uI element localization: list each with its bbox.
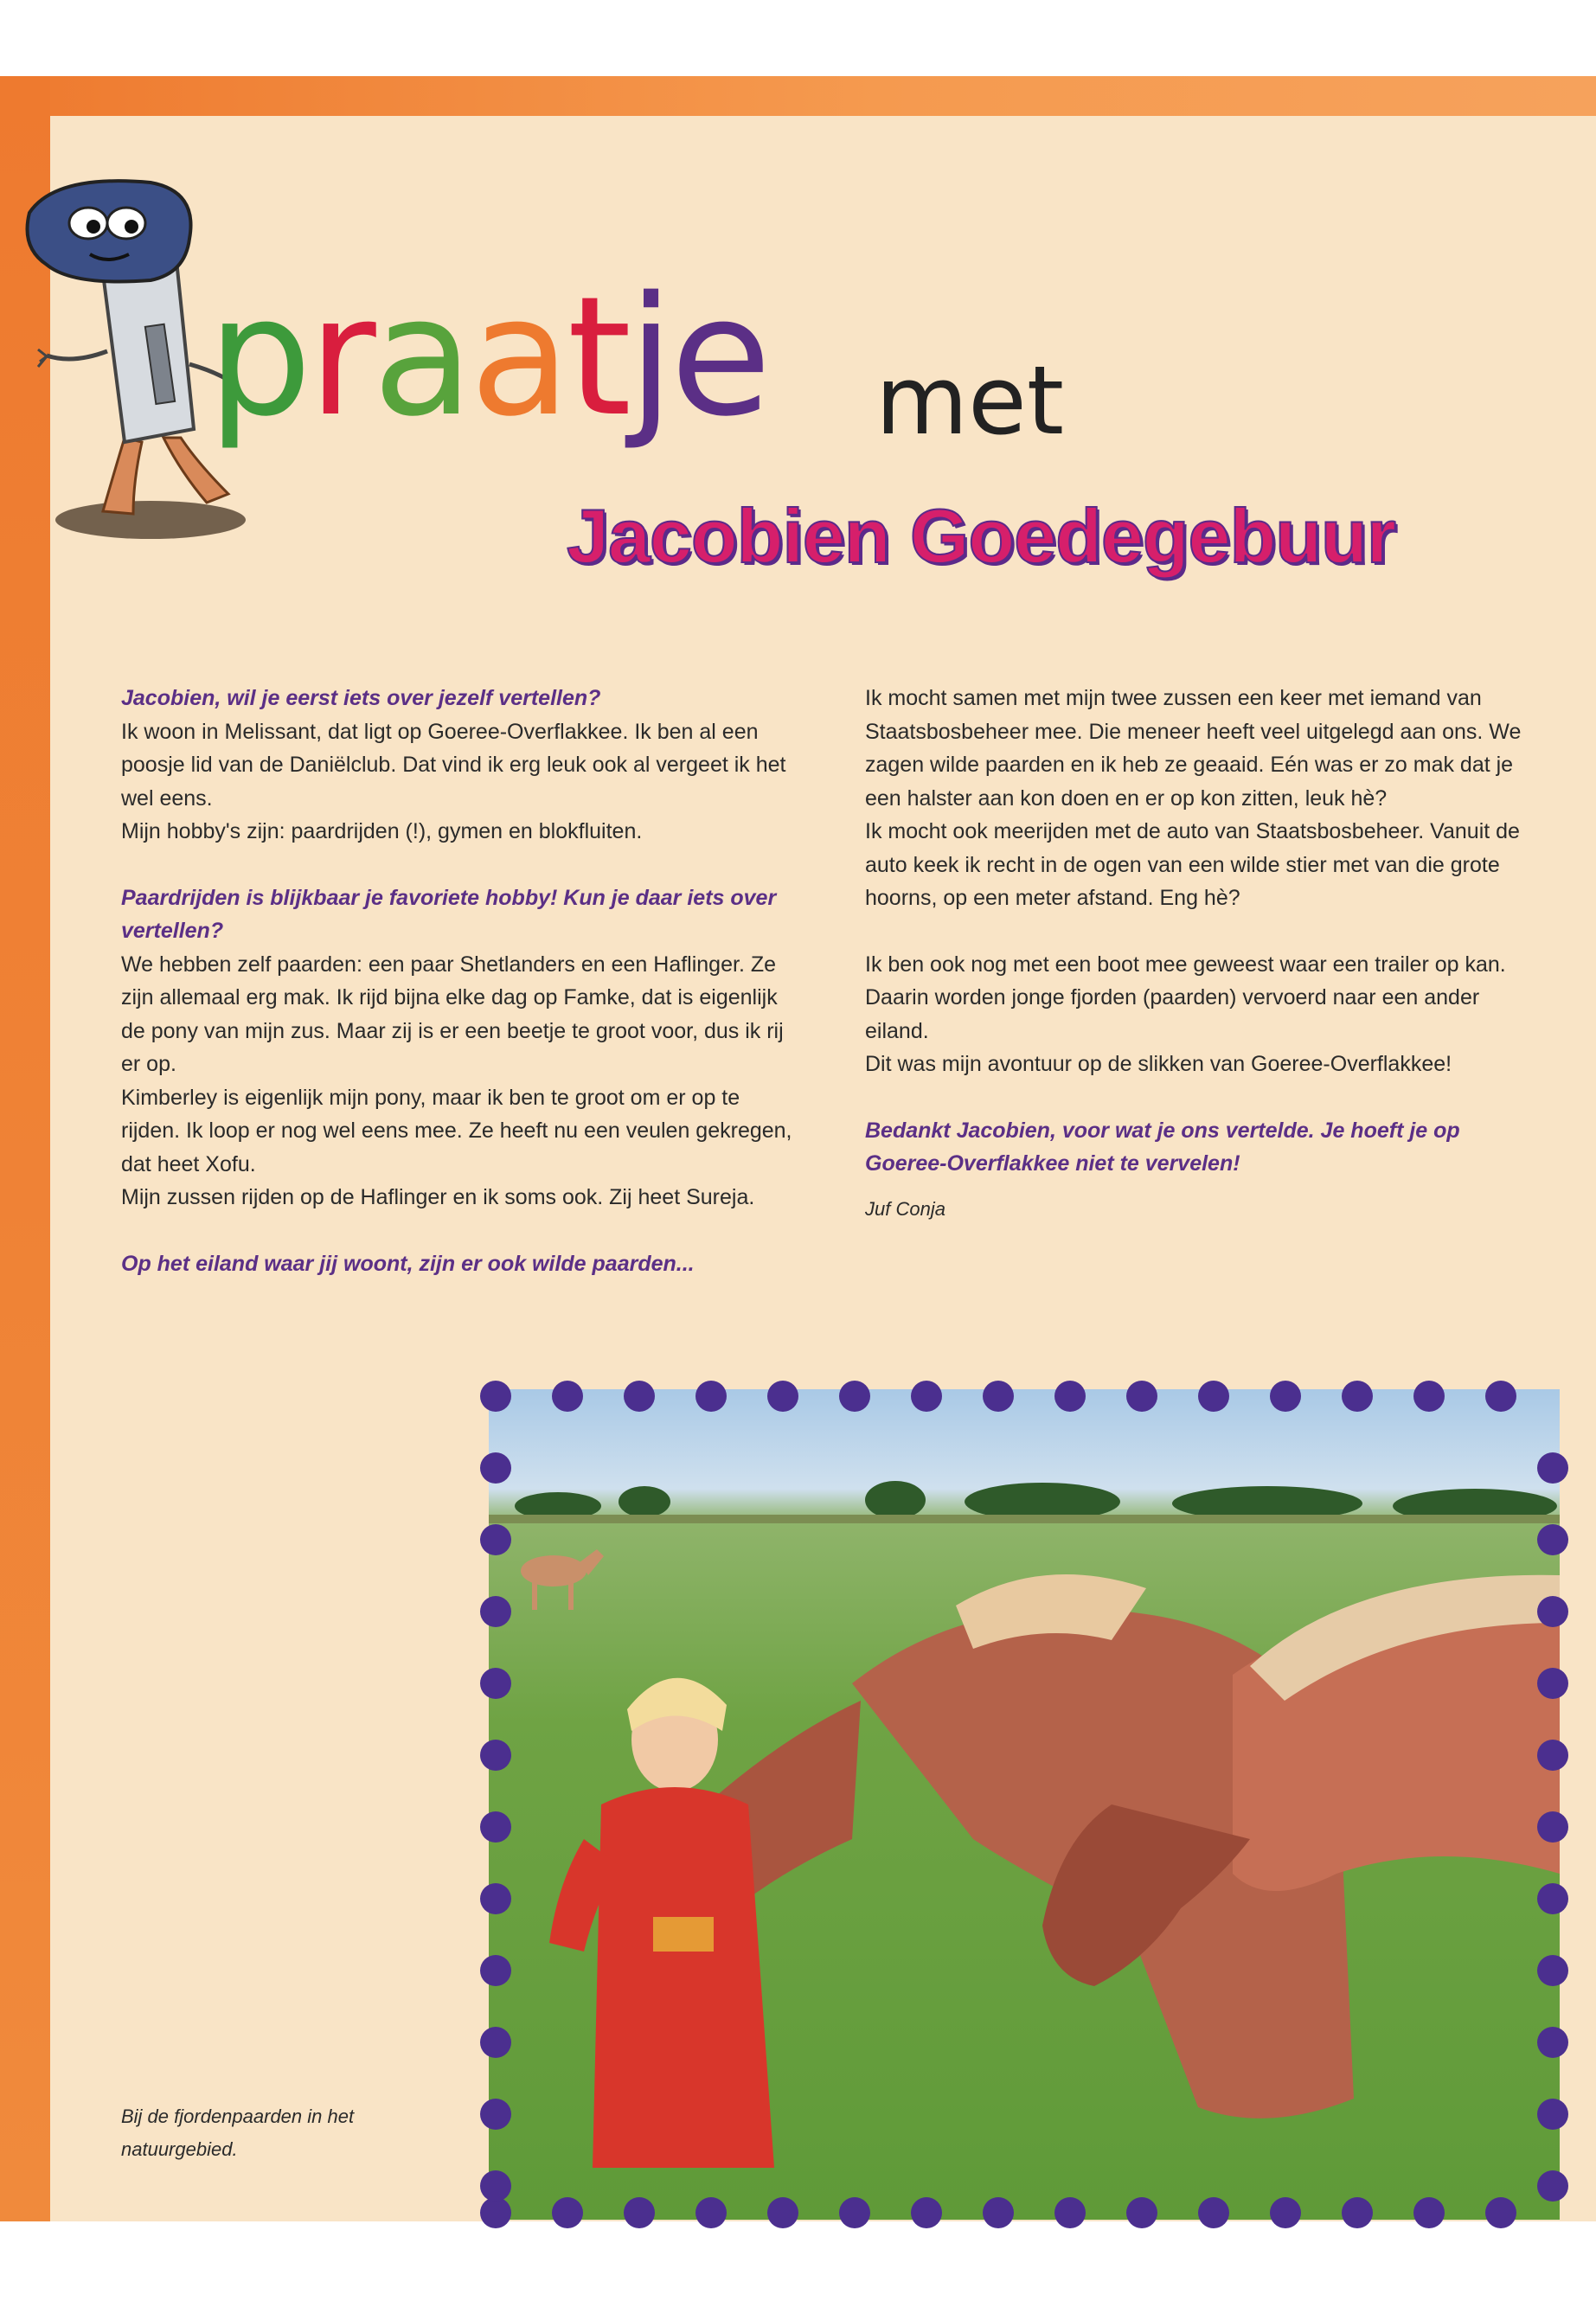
frame-dot — [911, 1381, 942, 1412]
right-text-column — [865, 682, 1540, 1226]
frame-dot — [480, 2099, 511, 2130]
frame-dot — [1537, 2027, 1568, 2058]
title-letter: j — [628, 261, 670, 452]
title-letter: e — [670, 261, 768, 452]
frame-dot — [1537, 2099, 1568, 2130]
frame-dot — [480, 1883, 511, 1914]
question: Op het eiland waar jij woont, zijn er ook wilde paarden... — [121, 1251, 695, 1276]
frame-dot — [480, 1524, 511, 1555]
frame-dot — [1126, 2197, 1157, 2228]
answer-paragraph: Dit was mijn avontuur op de slikken van Goeree-Overflakkee! — [865, 1052, 1452, 1076]
frame-dot — [1537, 1955, 1568, 1986]
frame-dot — [767, 1381, 798, 1412]
frame-dot — [911, 2197, 942, 2228]
frame-dot — [480, 2197, 511, 2228]
frame-dot — [1537, 1668, 1568, 1699]
title-praatje — [208, 261, 768, 452]
frame-dot — [839, 1381, 870, 1412]
frame-dot — [1485, 2197, 1516, 2228]
frame-dot — [983, 2197, 1014, 2228]
frame-dot — [480, 2027, 511, 2058]
frame-dot — [695, 2197, 727, 2228]
frame-dot — [1537, 1883, 1568, 1914]
title-met: met — [875, 345, 1064, 456]
author-signature: Juf Conja — [865, 1197, 945, 1220]
magazine-page — [0, 76, 1596, 2221]
frame-dot — [480, 1452, 511, 1484]
frame-dot — [1413, 2197, 1445, 2228]
frame-dot — [480, 2170, 511, 2202]
frame-dot — [983, 1381, 1014, 1412]
answer-paragraph: Ik mocht samen met mijn twee zussen een keer met iemand van Staatsbosbeheer mee. Die meneer heeft veel uitgelegd aan ons. We zagen wilde paarden en ik heb ze geaaid. Eén was er zo mak dat je een halster aan kon doen en er op kon zitten, leuk hè? — [865, 686, 1522, 811]
photo-frame — [480, 1381, 1568, 2228]
frame-dot — [1537, 1740, 1568, 1771]
interviewee-name: Jacobien Goedegebuur — [567, 493, 1395, 579]
horses-photo — [489, 1389, 1560, 2220]
photo-caption: Bij de fjordenpaarden in het natuurgebied. — [121, 2106, 355, 2160]
title-letter: a — [470, 261, 567, 452]
frame-dot — [1198, 1381, 1229, 1412]
left-text-column — [121, 682, 804, 1280]
title-letter: p — [208, 261, 309, 452]
frame-dot — [767, 2197, 798, 2228]
title-letter: a — [372, 261, 471, 452]
answer-paragraph: We hebben zelf paarden: een paar Shetlanders en een Haflinger. Ze zijn allemaal erg mak. Ik rijd bijna elke dag op Famke, dat is eigenlijk de pony van mijn zus. Maar zij is er een beetje te groot voor, dus ik rij er op. — [121, 952, 784, 1076]
answer-paragraph: Ik woon in Melissant, dat ligt op Goeree-Overflakkee. Ik ben al een poosje lid van de Daniëlclub. Dat vind ik erg leuk ook al vergeet ik het wel eens. — [121, 719, 786, 811]
frame-dot — [1270, 1381, 1301, 1412]
answer-paragraph: Ik mocht ook meerijden met de auto van Staatsbosbeheer. Vanuit de auto keek ik recht in de ogen van een wilde stier met van die grote hoorns, op een meter afstand. Eng hè? — [865, 819, 1520, 910]
frame-dot — [480, 1811, 511, 1843]
frame-dot — [624, 1381, 655, 1412]
title-letter: r — [308, 261, 373, 452]
frame-dot — [695, 1381, 727, 1412]
frame-dot — [480, 1381, 511, 1412]
horses-photo-illustration — [489, 1389, 1560, 2220]
frame-dot — [480, 1955, 511, 1986]
frame-dot — [480, 1740, 511, 1771]
frame-dot — [1537, 1596, 1568, 1627]
answer-paragraph: Ik ben ook nog met een boot mee geweest waar een trailer op kan. Daarin worden jonge fjorden (paarden) vervoerd naar een ander eiland. — [865, 952, 1506, 1043]
frame-dot — [1342, 1381, 1373, 1412]
frame-dot — [480, 1596, 511, 1627]
frame-dot — [552, 2197, 583, 2228]
frame-dot — [1270, 2197, 1301, 2228]
frame-dot — [480, 1668, 511, 1699]
frame-dot — [1054, 2197, 1086, 2228]
frame-dot — [552, 1381, 583, 1412]
top-orange-bar — [0, 76, 1596, 116]
question: Jacobien, wil je eerst iets over jezelf vertellen? — [121, 686, 601, 710]
frame-dot — [1413, 1381, 1445, 1412]
answer-paragraph: Mijn hobby's zijn: paardrijden (!), gymen en blokfluiten. — [121, 819, 643, 843]
answer-paragraph: Mijn zussen rijden op de Haflinger en ik soms ook. Zij heet Sureja. — [121, 1185, 755, 1209]
frame-dot — [1537, 2170, 1568, 2202]
frame-dot — [1537, 1524, 1568, 1555]
answer-paragraph: Kimberley is eigenlijk mijn pony, maar ik ben te groot om er op te rijden. Ik loop er nog wel eens mee. Ze heeft nu een veulen gekregen, dat heet Xofu. — [121, 1085, 792, 1176]
title-letter: t — [567, 261, 629, 452]
question: Paardrijden is blijkbaar je favoriete hobby! Kun je daar iets over vertellen? — [121, 885, 777, 943]
frame-dot — [1198, 2197, 1229, 2228]
frame-dot — [1485, 1381, 1516, 1412]
frame-dot — [1342, 2197, 1373, 2228]
frame-dot — [1537, 1452, 1568, 1484]
frame-dot — [1054, 1381, 1086, 1412]
frame-dot — [1537, 1811, 1568, 1843]
closing-remark: Bedankt Jacobien, voor wat je ons vertelde. Je hoeft je op Goeree-Overflakkee niet te vervelen! — [865, 1118, 1460, 1176]
frame-dot — [1126, 1381, 1157, 1412]
frame-dot — [839, 2197, 870, 2228]
frame-dot — [624, 2197, 655, 2228]
